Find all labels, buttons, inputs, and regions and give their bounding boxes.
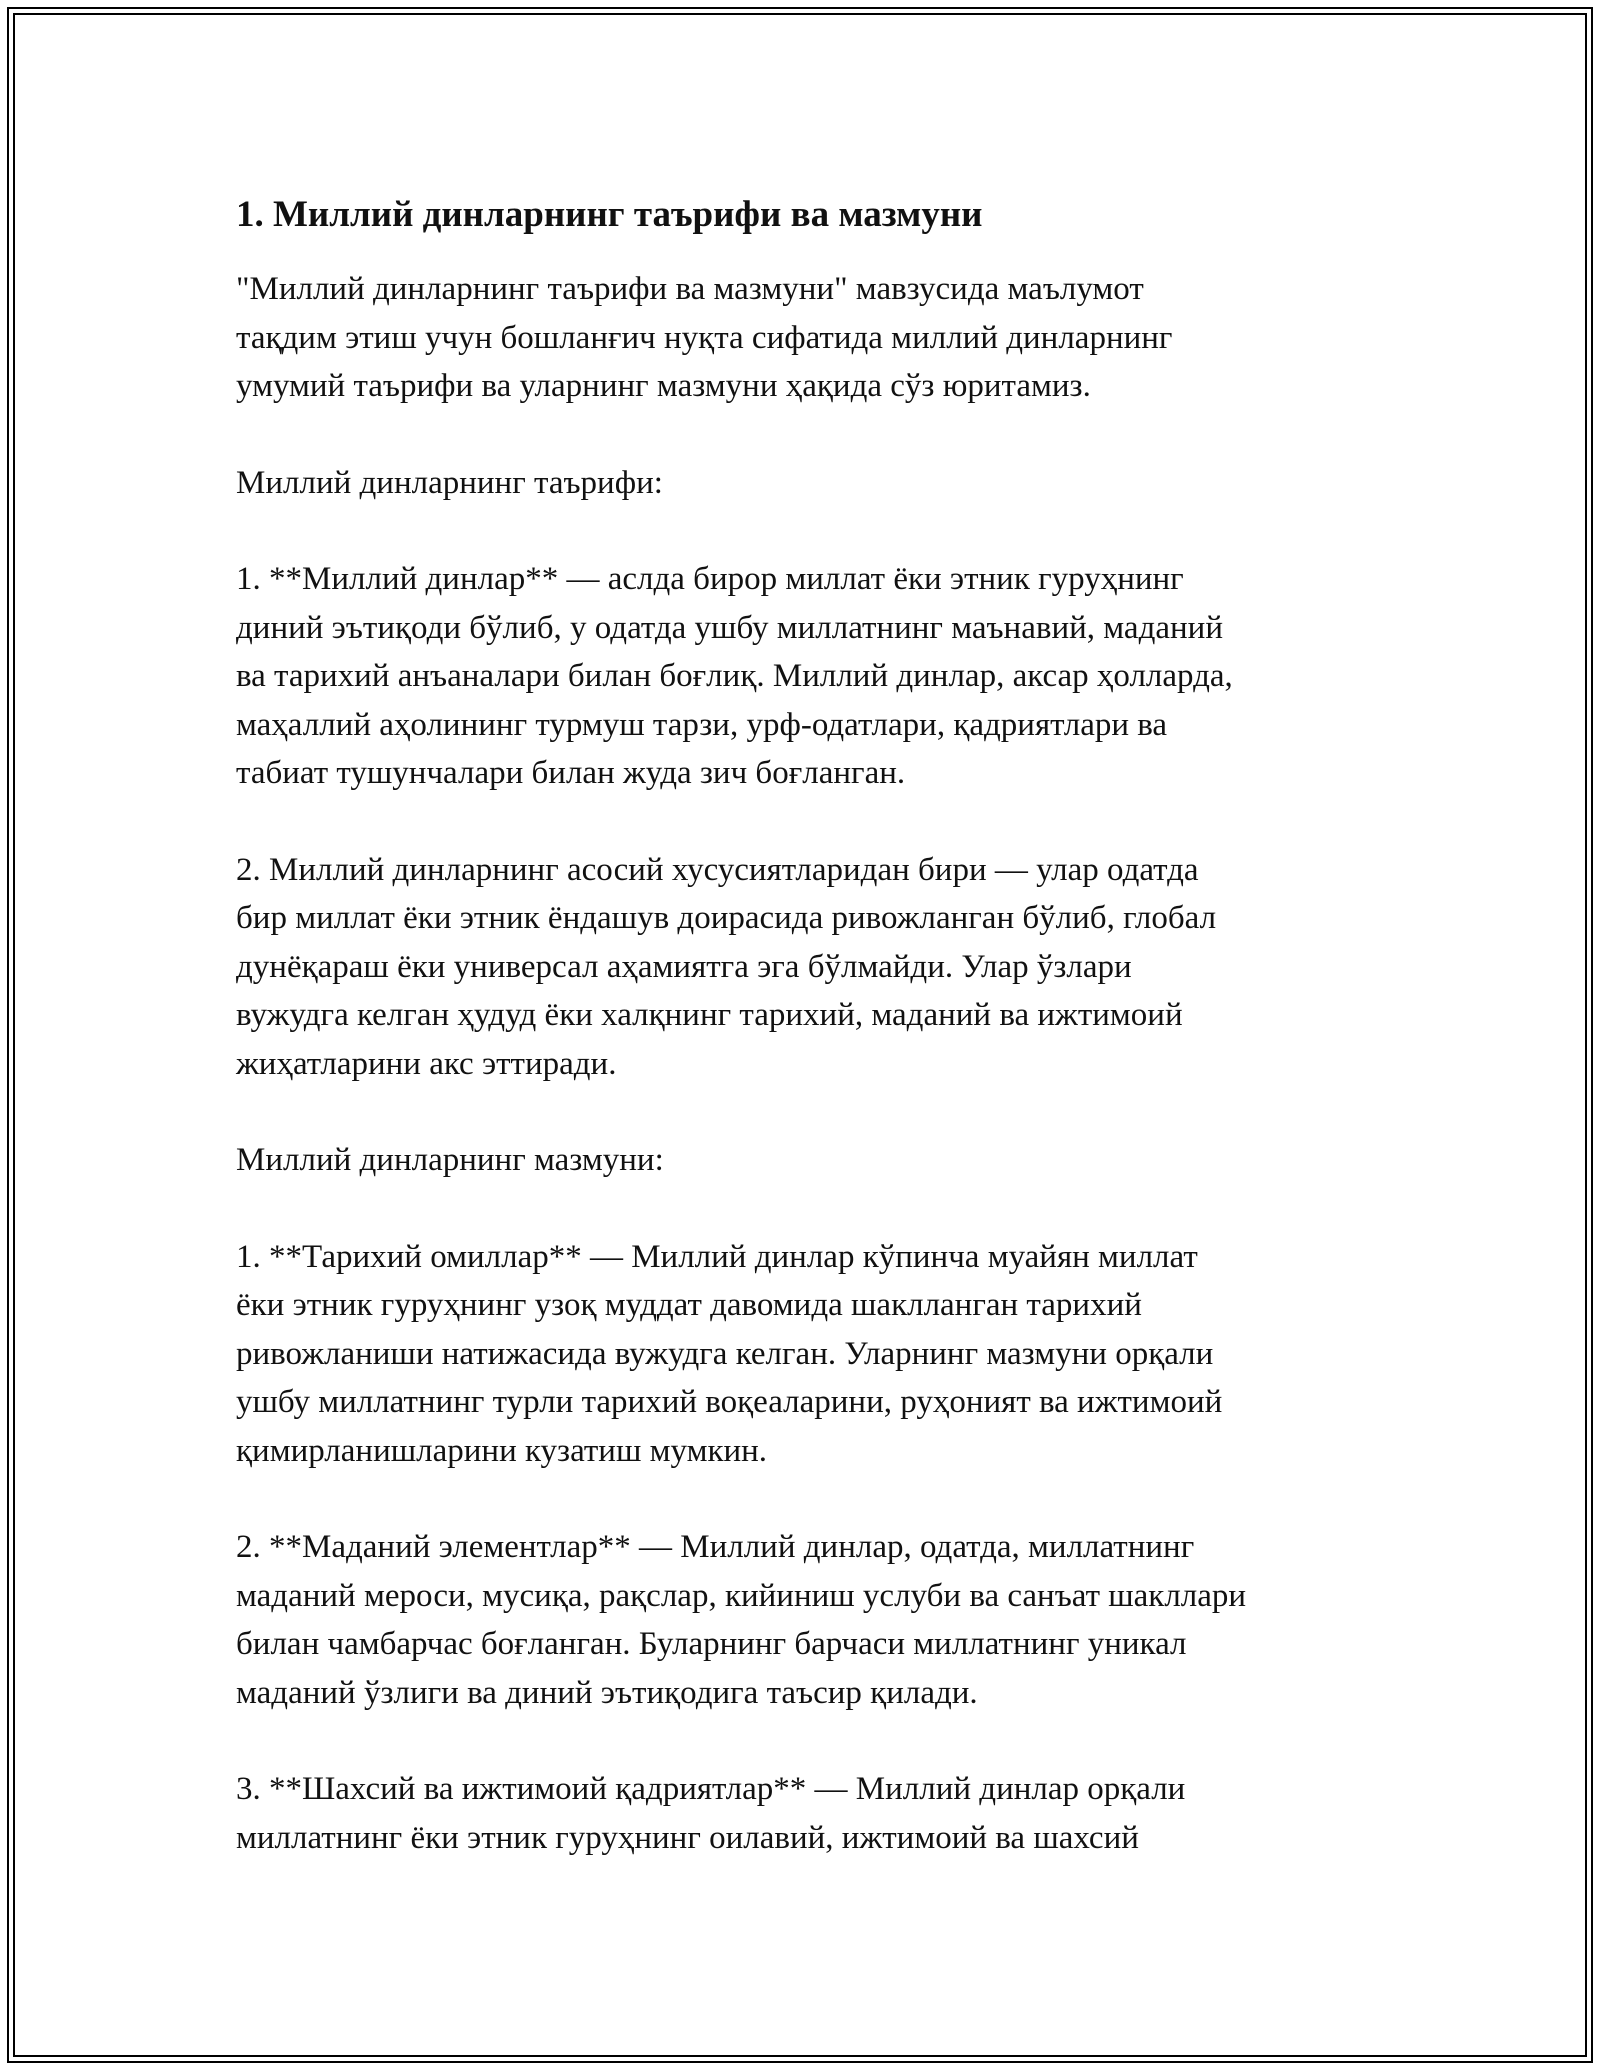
definition-subheading: Миллий динларнинг таърифи:: [236, 464, 663, 501]
definition-item-1: 1. **Миллий динлар** — аслда бирор миллат ёки этник гуруҳнинг диний эътиқоди бўлиб, у одатда ушбу миллатнинг маънавий, маданий ва тарихий анъаналари билан боғлиқ. Миллий динлар, аксар ҳолларда, маҳаллий аҳолининг турмуш тарзи, урф-одатлари, қадриятлари ва табиат тушунчалари билан жуда зич боғланган.: [236, 561, 1233, 791]
content-item-2: 2. **Маданий элементлар** — Миллий динлар, одатда, миллатнинг маданий мероси, мусиқа, рақслар, кийиниш услуби ва санъат шакллари билан чамбарчас боғланган. Буларнинг барчаси миллатнинг уникал маданий ўзлиги ва диний эътиқодига таъсир қилади.: [236, 1529, 1247, 1711]
content-subheading: Миллий динларнинг мазмуни:: [236, 1142, 664, 1178]
document-body: [236, 190, 1386, 1862]
intro-paragraph: "Миллий динларнинг таърифи ва мазмуни" мавзусида маълумот тақдим этиш учун бошланғич нуқта сифатида миллий динларнинг умумий таърифи ва уларнинг мазмуни ҳақида сўз юритамиз.: [236, 271, 1173, 404]
section-heading: 1. Миллий динларнинг таърифи ва мазмуни: [236, 194, 983, 235]
definition-item-2: 2. Миллий динларнинг асосий хусусиятларидан бири — улар одатда бир миллат ёки этник ёндашув доирасида ривожланган бўлиб, глобал дунёқараш ёки универсал аҳамиятга эга бўлмайди. Улар ўзлари вужудга келган ҳудуд ёки халқнинг тарихий, маданий ва ижтимоий жиҳатларини акс эттиради.: [236, 851, 1217, 1082]
content-item-3: 3. **Шахсий ва ижтимоий қадриятлар** — Миллий динлар орқали миллатнинг ёки этник гуруҳнинг оилавий, ижтимоий ва шахсий: [236, 1771, 1186, 1856]
content-item-1: 1. **Тарихий омиллар** — Миллий динлар кўпинча муайян миллат ёки этник гуруҳнинг узоқ муддат давомида шаклланган тарихий ривожланиши натижасида вужудга келган. Уларнинг мазмуни орқали ушбу миллатнинг турли тарихий воқеаларини, руҳоният ва ижтимоий қимирланишларини кузатиш мумкин.: [236, 1238, 1223, 1469]
